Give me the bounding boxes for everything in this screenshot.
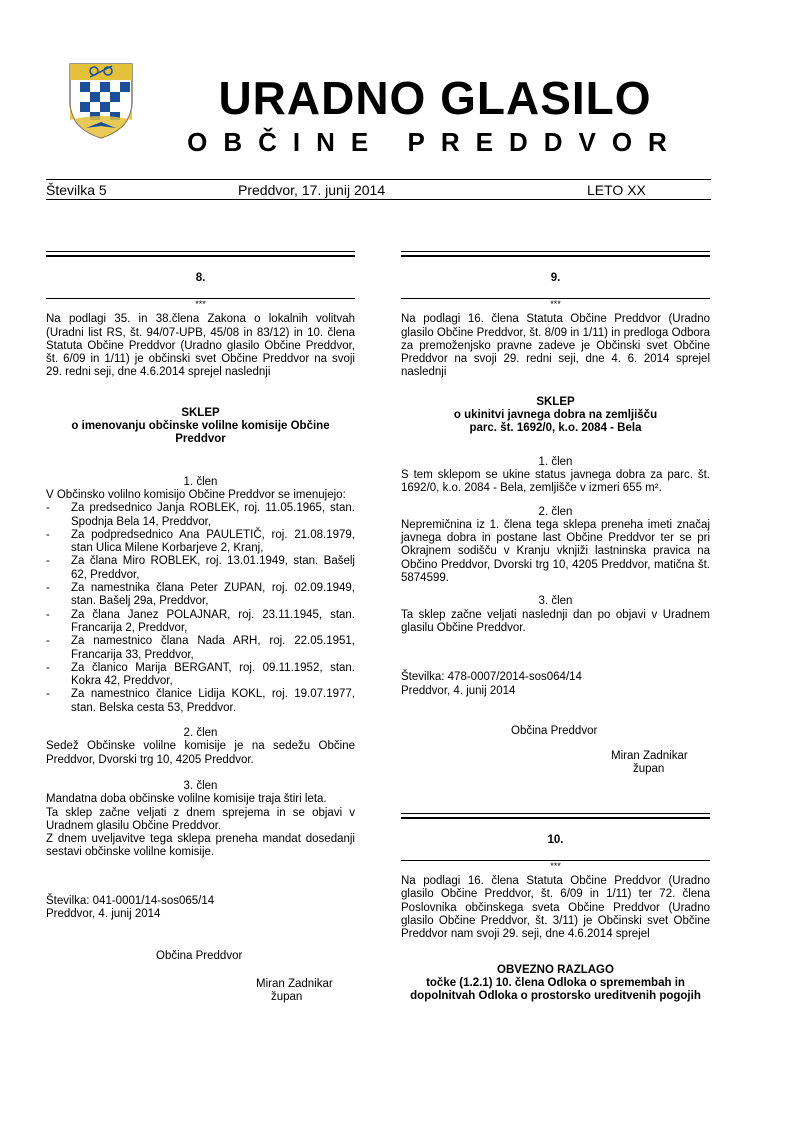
list-item: - Za članico Marija BERGANT, roj. 09.11.1952, stan. Kokra 42, Preddvor, bbox=[46, 662, 355, 689]
header-rule-top bbox=[46, 179, 711, 180]
article-text: Ta sklep začne veljati naslednji dan po objavi v Uradnem glasilu Občine Preddvor. bbox=[401, 608, 710, 634]
article-text: Ta sklep začne veljati z dnem sprejema in se objavi v Uradnem glasilu Občine Preddvor. bbox=[46, 806, 355, 832]
act-subtitle: o ukinitvi javnega dobra na zemljišču bbox=[453, 409, 658, 422]
issue-year: LETO XX bbox=[587, 182, 646, 198]
reference-number: Številka: 478-0007/2014-sos064/14 bbox=[401, 671, 582, 684]
signature-name: Miran Zadnikar bbox=[611, 750, 688, 763]
header-rule-bottom bbox=[46, 199, 711, 200]
article-text: Z dnem uveljavitve tega sklepa preneha mandat dosedanji sestavi občinske volilne komisije. bbox=[46, 833, 355, 859]
separator-stars: *** bbox=[195, 299, 206, 310]
reference-date: Preddvor, 4. junij 2014 bbox=[46, 907, 161, 920]
article-title: 2. člen bbox=[538, 505, 573, 518]
signature-role: župan bbox=[271, 990, 303, 1003]
article-title: 1. člen bbox=[538, 455, 573, 468]
municipality-crest-logo bbox=[68, 62, 134, 140]
act-subtitle: dopolnitvah Odloka o prostorsko ureditvenih pogojih bbox=[410, 990, 701, 1003]
reference-date: Preddvor, 4. junij 2014 bbox=[401, 684, 516, 697]
list-item: - Za predsednico Janja ROBLEK, roj. 11.05.1965, stan. Spodnja Bela 14, Preddvor, bbox=[46, 502, 355, 529]
separator-stars: *** bbox=[550, 299, 561, 310]
separator-stars: *** bbox=[550, 861, 561, 872]
list-item: - Za člana Miro ROBLEK, roj. 13.01.1949, stan. Bašelj 62, Preddvor, bbox=[46, 555, 355, 582]
act-title: SKLEP bbox=[536, 395, 575, 408]
reference-number: Številka: 041-0001/14-sos065/14 bbox=[46, 894, 215, 907]
member-list bbox=[46, 502, 355, 715]
act-title: SKLEP bbox=[181, 406, 220, 419]
article-title: 1. člen bbox=[183, 475, 218, 488]
list-item: - Za namestnika člana Peter ZUPAN, roj. 02.09.1949, stan. Bašelj 29a, Preddvor, bbox=[46, 582, 355, 609]
list-item: - Za namestnico članice Lidija KOKL, roj. 19.07.1977, stan. Belska cesta 53, Preddvor. bbox=[46, 688, 355, 715]
signature-name: Miran Zadnikar bbox=[256, 977, 333, 990]
issue-number: Številka 5 bbox=[46, 182, 107, 198]
item-number: 10. bbox=[547, 833, 564, 846]
issue-place-date: Preddvor, 17. junij 2014 bbox=[238, 182, 386, 198]
act-subtitle: točke (1.2.1) 10. člena Odloka o spremembah in bbox=[426, 976, 685, 989]
article-text: Mandatna doba občinske volilne komisije traja štiri leta. bbox=[46, 793, 327, 806]
item-number: 8. bbox=[195, 272, 206, 284]
list-item: - Za podpredsednico Ana PAULETIČ, roj. 21.08.1979, stan Ulica Milene Korbarjeve 2, Kranj, bbox=[46, 529, 355, 556]
list-item: - Za namestnico člana Nada ARH, roj. 22.05.1951, Francarija 33, Preddvor, bbox=[46, 635, 355, 662]
article-title: 3. člen bbox=[538, 595, 573, 608]
article-text: V Občinsko volilno komisijo Občine Preddvor se imenujejo: bbox=[46, 488, 346, 501]
gazette-title: URADNO GLASILO bbox=[218, 72, 652, 124]
decision-intro: Na podlagi 16. člena Statuta Občine Preddvor (Uradno glasilo Občine Preddvor, št. 6/09 in 1/11) ter 72. člena Poslovnika občinskega sveta Občine Preddvor (Uradno glasilo Občine Preddvor, št. 3/11) je Občinski svet Občine Preddvor nam svoji 29. seji, dne 4.6.2014 sprejel bbox=[401, 875, 710, 941]
signature-place: Občina Preddvor bbox=[156, 950, 243, 963]
act-title: OBVEZNO RAZLAGO bbox=[497, 963, 614, 976]
left-column bbox=[46, 251, 355, 1004]
act-subtitle: o imenovanju občinske volilne komisije Občine Preddvor bbox=[71, 420, 330, 446]
list-item: - Za člana Janez POLAJNAR, roj. 23.11.1945, stan. Francarija 2, Preddvor, bbox=[46, 609, 355, 636]
act-subtitle: parc. št. 1692/0, k.o. 2084 - Bela bbox=[469, 422, 642, 435]
gazette-subtitle: OBČINE PREDDVOR bbox=[187, 127, 683, 157]
section-divider bbox=[401, 813, 710, 819]
article-title: 2. člen bbox=[183, 727, 218, 740]
right-column bbox=[401, 251, 710, 1003]
section-divider bbox=[46, 251, 355, 257]
article-text: Sedež Občinske volilne komisije je na sedežu Občine Preddvor, Dvorski trg 10, 4205 Preddvor. bbox=[46, 740, 355, 766]
signature-role: župan bbox=[633, 763, 665, 776]
decision-intro: Na podlagi 35. in 38.člena Zakona o lokalnih volitvah (Uradni list RS, št. 94/07-UPB, 45/08 in 83/12) in 10. člena Statuta Občine Preddvor (Uradno glasilo Občine Preddvor, št. 6/09 in 1/11) je občinski svet Občine Preddvor na svoji 29. redni seji, dne 4.6.2014 sprejel naslednji bbox=[46, 313, 355, 379]
article-text: Nepremičnina iz 1. člena tega sklepa preneha imeti značaj javnega dobra in postane last Občine Preddvor ter se pri Okrajnem sodišču v Kranju vknjiži lastninska pravica na Občino Preddvor, Dvorski trg 10, 4205 Preddvor, matična št. 5874599. bbox=[401, 518, 710, 585]
signature-place: Občina Preddvor bbox=[511, 724, 598, 737]
decision-intro: Na podlagi 16. člena Statuta Občine Preddvor (Uradno glasilo Občine Preddvor, št. 8/09 in 1/11) in predloga Odbora za premoženjsko pravne zadeve je Občinski svet Občine Preddvor na svoji 29. redni seji, dne 4. 6. 2014 sprejel naslednji bbox=[401, 313, 710, 379]
article-text: S tem sklepom se ukine status javnega dobra za parc. št. 1692/0, k.o. 2084 - Bela, zemljišče v izmeri 655 m². bbox=[401, 468, 710, 495]
article-title: 3. člen bbox=[183, 779, 218, 792]
section-divider bbox=[401, 251, 710, 257]
item-number: 9. bbox=[550, 272, 561, 284]
